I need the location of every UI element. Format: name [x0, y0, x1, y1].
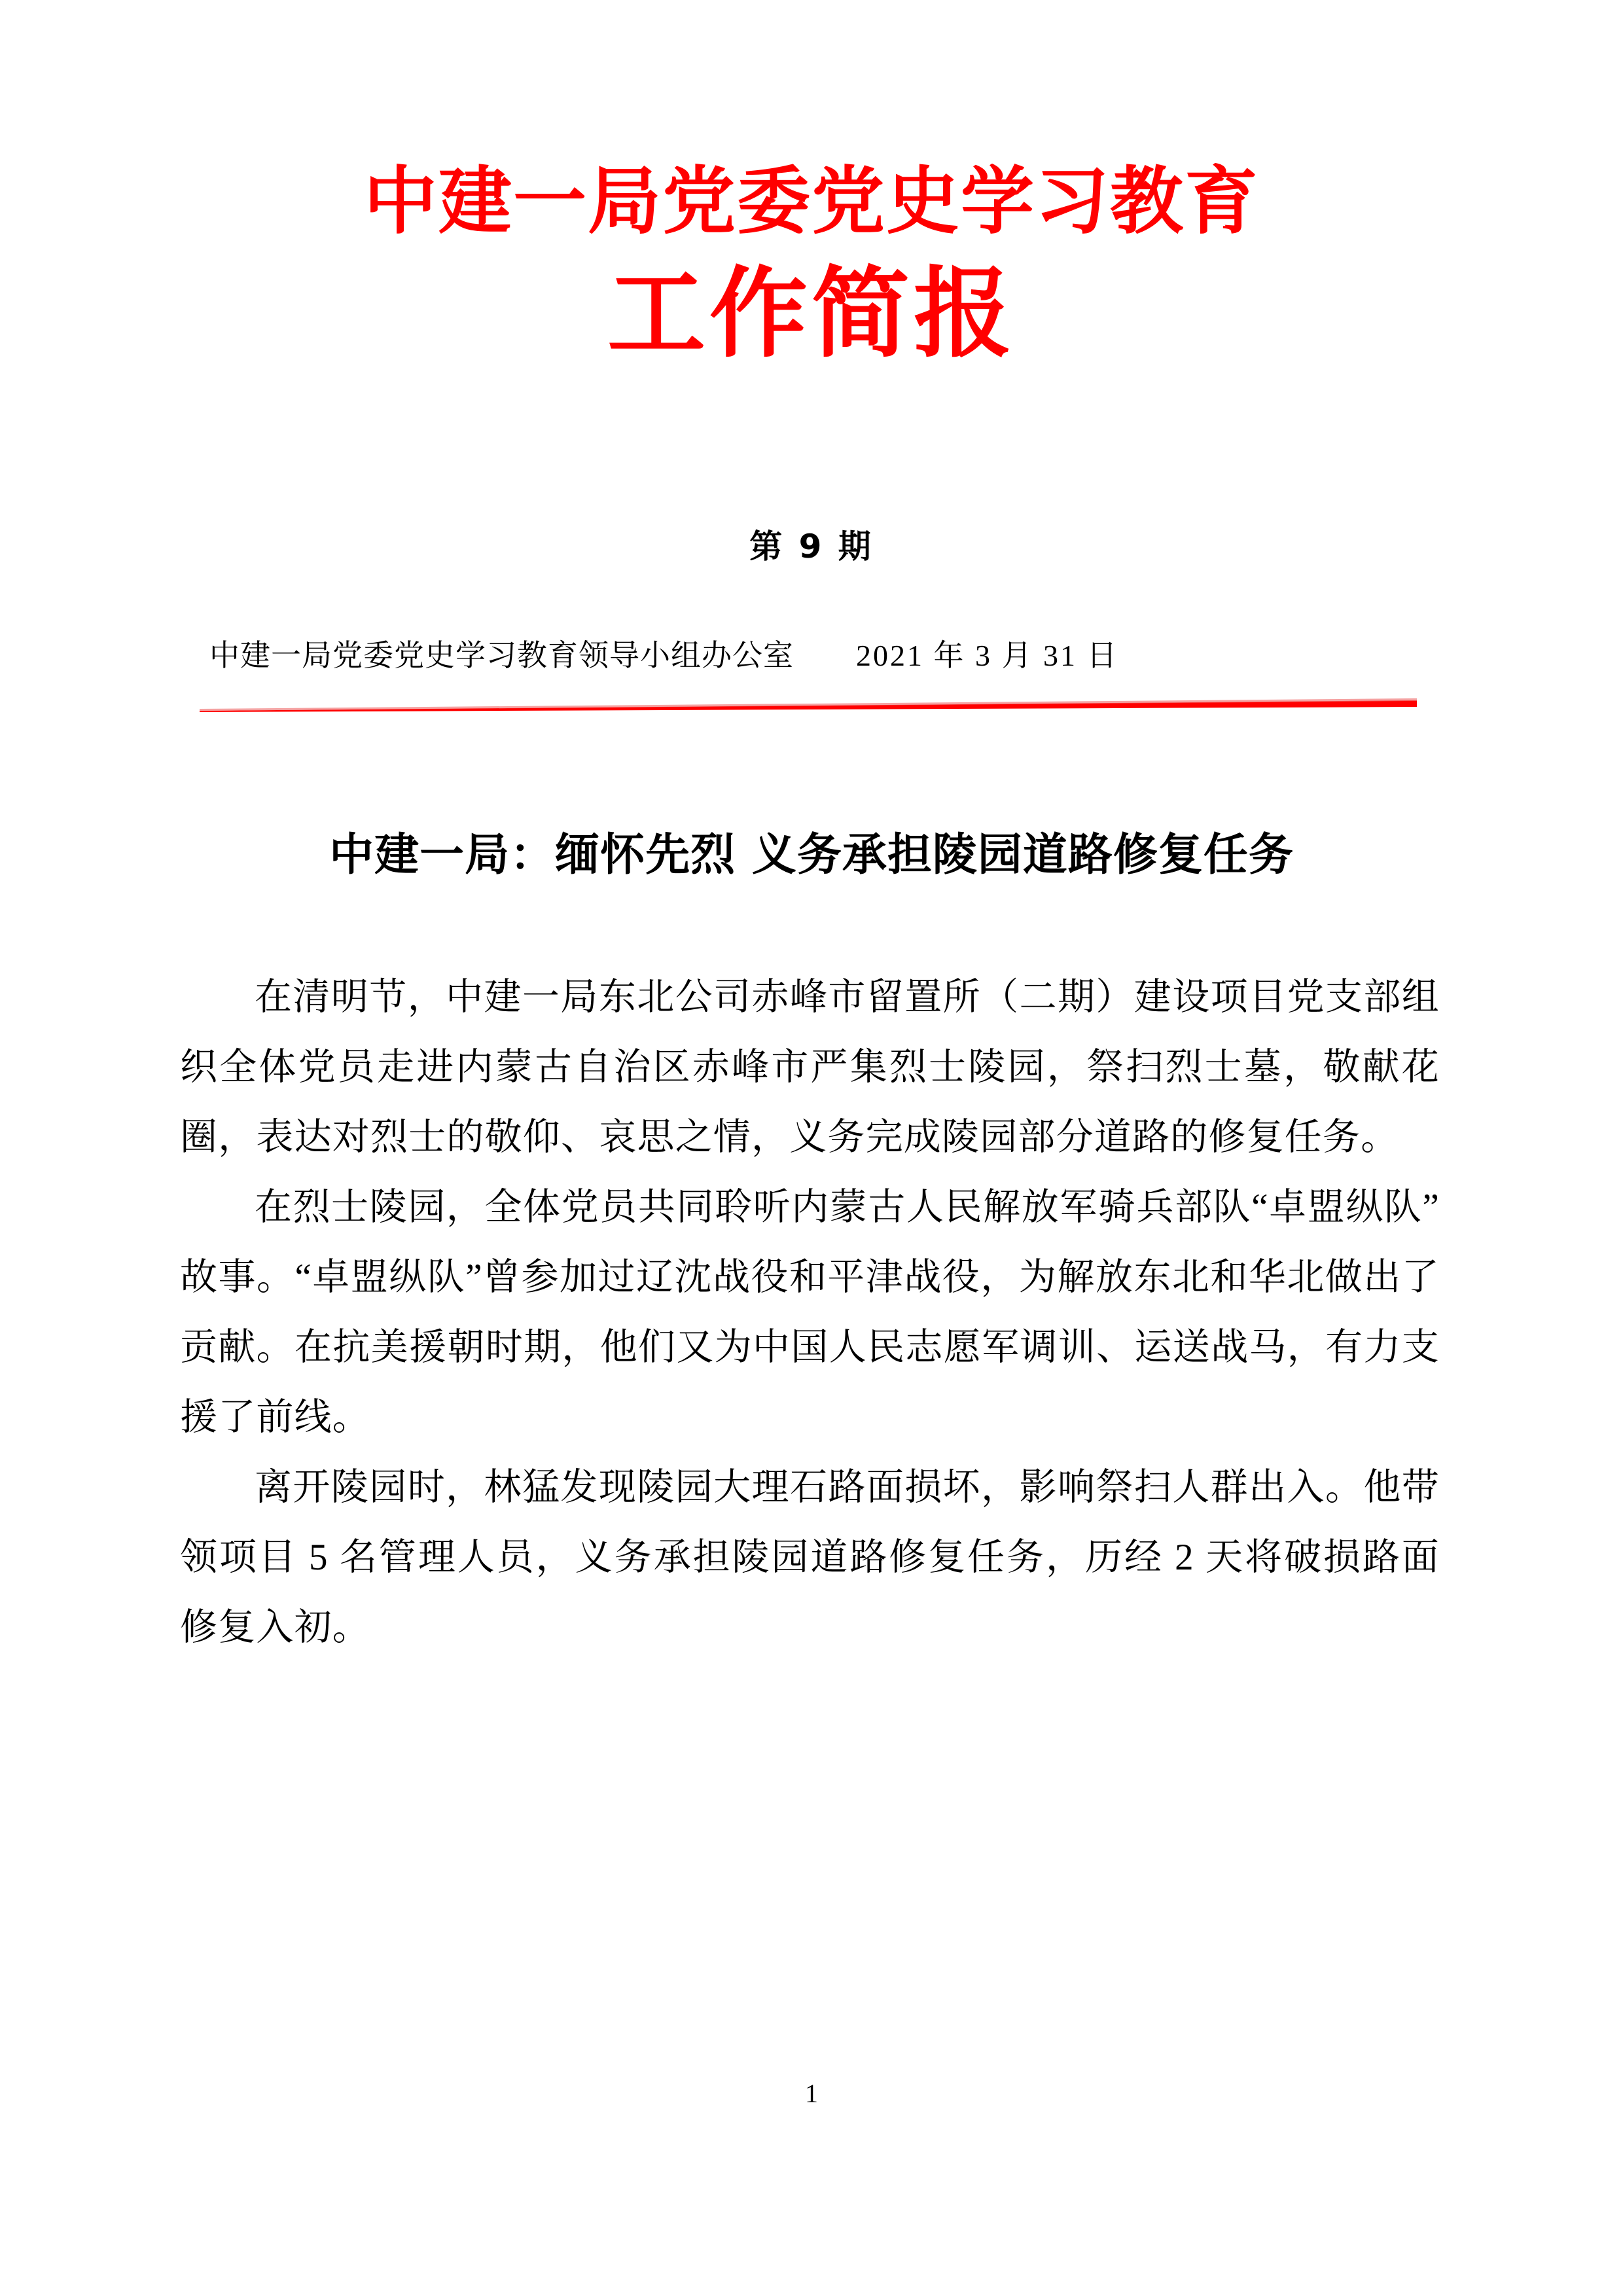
- article-paragraph: 离开陵园时，林猛发现陵园大理石路面损坏，影响祭扫人群出入。他带领项目 5 名管理人员，义务承担陵园道路修复任务，历经 2 天将破损路面修复入初。: [180, 1467, 1440, 1648]
- red-divider: [200, 695, 1417, 712]
- masthead-title-line2: 工作简报: [607, 257, 1016, 371]
- article-paragraph: 在烈士陵园，全体党员共同聆听内蒙古人民解放军骑兵部队“卓盟纵队”故事。“卓盟纵队”曾参加过辽沈战役和平津战役，为解放东北和华北做出了贡献。在抗美援朝时期，他们又为中国人民志愿军调训、运送战马，有力支援了前线。: [180, 1187, 1440, 1438]
- masthead: [0, 159, 1623, 373]
- issuer-row: [209, 632, 1427, 675]
- issue-date: 2021 年 3 月 31 日: [856, 639, 1119, 672]
- issue-number: 第 9 期: [749, 528, 874, 565]
- page-number: 1: [805, 2079, 818, 2108]
- article-paragraph: 在清明节，中建一局东北公司赤峰市留置所（二期）建设项目党支部组织全体党员走进内蒙古自治区赤峰市严集烈士陵园，祭扫烈士墓，敬献花圈，表达对烈士的敬仰、哀思之情，义务完成陵园部分道路的修复任务。: [180, 977, 1440, 1158]
- article-headline: 中建一局：缅怀先烈 义务承担陵园道路修复任务: [329, 829, 1294, 881]
- article-body: [180, 962, 1440, 1662]
- masthead-title-line1: 中建一局党委党史学习教育: [364, 159, 1259, 244]
- red-rule-icon: [200, 695, 1417, 712]
- issuer-organization: 中建一局党委党史学习教育领导小组办公室: [209, 639, 794, 672]
